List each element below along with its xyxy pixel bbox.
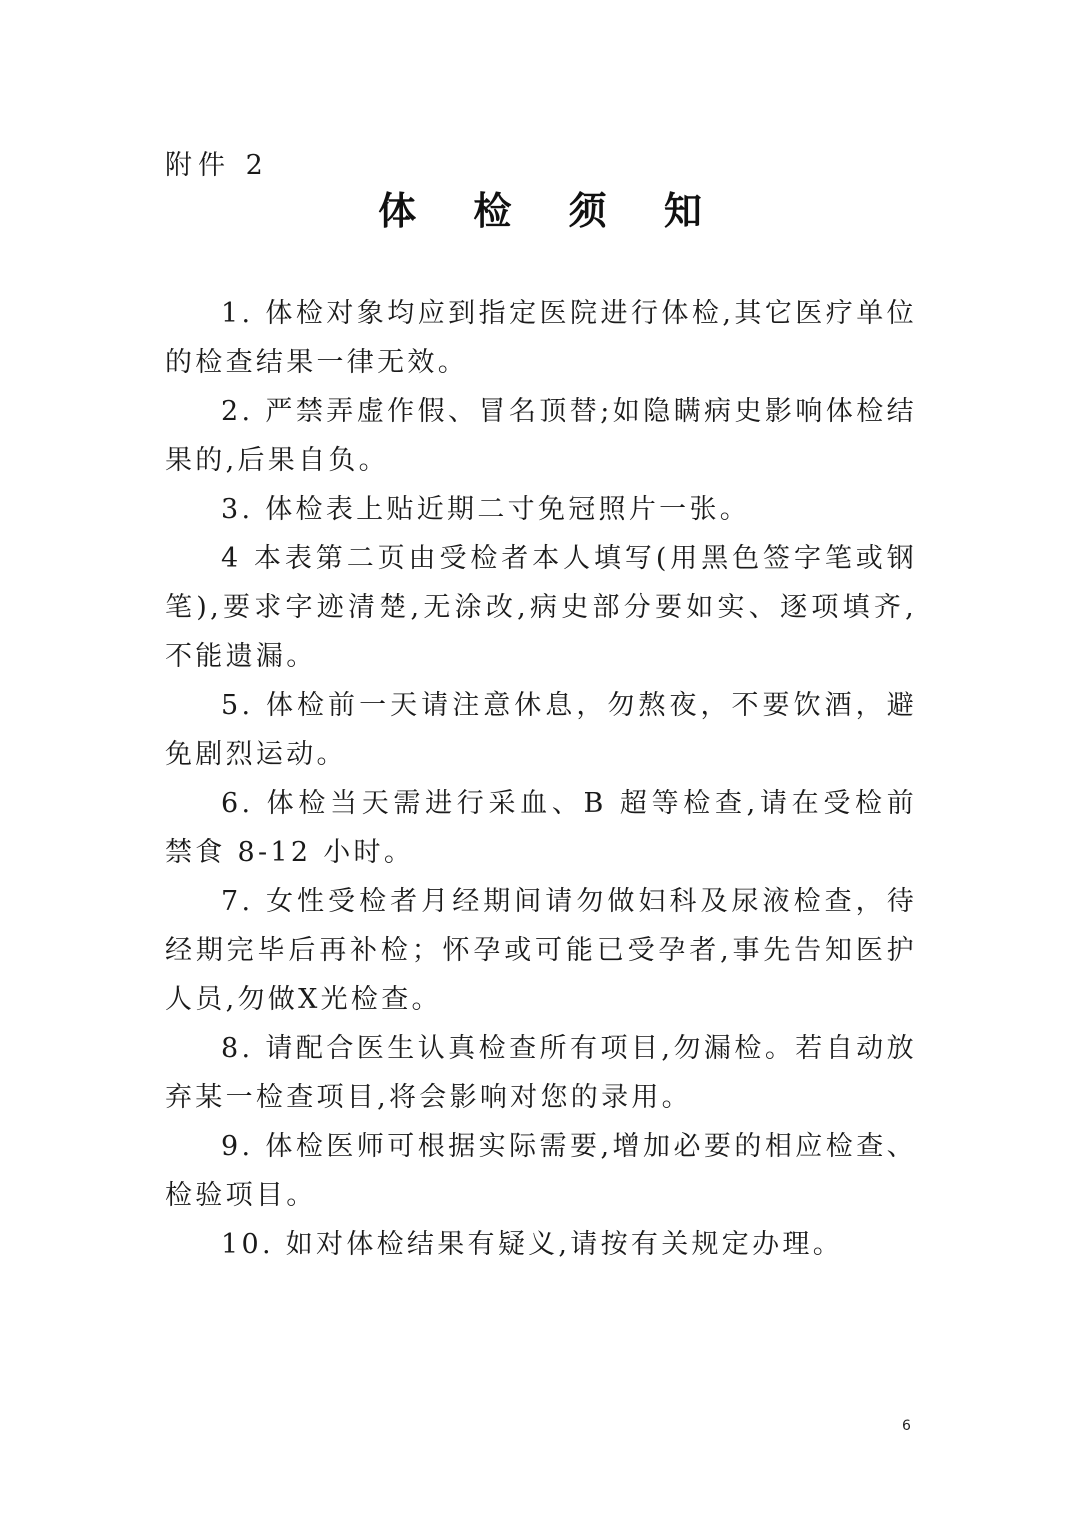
- notice-item-3: 3. 体检表上贴近期二寸免冠照片一张。: [221, 494, 751, 525]
- attachment-label: 附件 2: [165, 150, 269, 181]
- notice-item-4: 4 本表第二页由受检者本人填写(用黑色签字笔或钢笔),要求字迹清楚,无涂改,病史部分要如实、逐项填齐,不能遗漏。: [165, 543, 917, 672]
- notice-item-1: 1. 体检对象均应到指定医院进行体检,其它医疗单位的检查结果一律无效。: [165, 298, 917, 378]
- notice-item-8: 8. 请配合医生认真检查所有项目,勿漏检。若自动放弃某一检查项目,将会影响对您的录用。: [165, 1033, 917, 1113]
- notice-item-7: 7. 女性受检者月经期间请勿做妇科及尿液检查，待经期完毕后再补检；怀孕或可能已受孕者,事先告知医护人员,勿做X光检查。: [165, 886, 917, 1015]
- notice-item-6: 6. 体检当天需进行采血、B 超等检查,请在受检前禁食 8-12 小时。: [165, 788, 917, 868]
- notice-item-2: 2. 严禁弄虚作假、冒名顶替;如隐瞒病史影响体检结果的,后果自负。: [165, 396, 917, 476]
- document-title: 体 检 须 知: [378, 189, 724, 233]
- notice-item-5: 5. 体检前一天请注意休息，勿熬夜，不要饮酒，避免剧烈运动。: [165, 690, 917, 770]
- page-number: 6: [902, 1418, 911, 1434]
- notice-list: [165, 289, 917, 1269]
- notice-item-9: 9. 体检医师可根据实际需要,增加必要的相应检查、检验项目。: [165, 1131, 917, 1211]
- notice-item-10: 10. 如对体检结果有疑义,请按有关规定办理。: [221, 1229, 844, 1260]
